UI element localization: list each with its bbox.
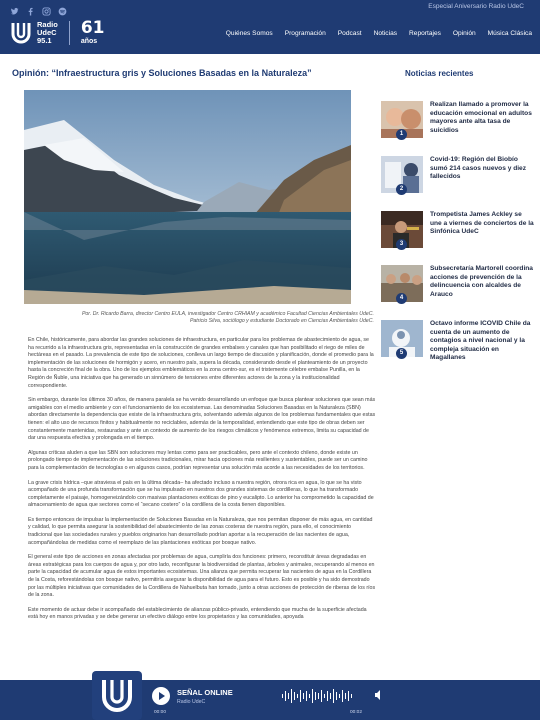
top-bar — [0, 0, 540, 16]
article-paragraph: Algunas críticas aluden a que las SBN son soluciones muy lentas como para ser practicables, pero ante el contexto chileno, donde existe un prolongado tiempo de implementación de las soluciones tradicionales, mirar hacia opciones más resilientes y sustentables, puede ser un camino para la complementación de tecnologías o en algunos casos, podrían representar una solución más acorde a las necesidades de los territorios. — [28, 449, 368, 471]
article-paragraph: El general este tipo de acciones en zonas afectadas por problemas de agua, cumpliría dos funciones: primero, reconstituir áreas degradadas en áreas estratégicas para los cuerpos de agua y, por otro lado, reconfigurar la biodiversidad de plantas, árboles y animales, recuperando al menos en parte la capacidad de acumular agua de estos importantes ecosistemas. Una alianza que permita recuperar las nacientes de agua en la Cordillera de la Costa, reforestándolas con bosque nativo, permitiría asegurar la disponibilidad de agua para el futuro. Esto es posible y ha sido demostrado por las múltiples iniciativas que comunidades de la Cordillera de Nahuelbuta han tomado, junto a otras acciones de protección de riberas de los ríos de la zona. — [28, 554, 376, 599]
brand-frequency: 95.1 — [37, 36, 52, 45]
article-body — [28, 337, 376, 629]
nav-programacion[interactable]: Programación — [284, 30, 326, 37]
nav-podcast[interactable]: Podcast — [337, 30, 362, 37]
nav-musica-clasica[interactable]: Música Clásica — [487, 30, 532, 37]
news-number-badge: 1 — [396, 129, 407, 140]
player-station: Radio UdeC — [177, 699, 206, 705]
news-title[interactable]: Octavo informe ICOVID Chile da cuenta de un aumento de contagios a nivel nacional y la compleja situación en Magallanes — [430, 320, 531, 362]
player-time-start: 00:00 — [154, 710, 167, 715]
news-title[interactable]: Realizan llamado a promover la educación emocional en adultos mayores ante alta tasa de suicidios — [430, 101, 532, 134]
instagram-icon[interactable] — [42, 3, 51, 12]
radio-udec-logo-icon — [10, 20, 32, 46]
brand-name — [37, 21, 58, 45]
article-hero-image — [24, 90, 351, 304]
anniversary-mark — [81, 20, 105, 46]
special-anniversary-link[interactable]: Especial Aniversario Radio UdeC — [428, 3, 524, 10]
image-caption — [24, 311, 374, 325]
news-title[interactable]: Covid-19: Región del Biobío sumó 214 casos nuevos y diez fallecidos — [430, 156, 527, 181]
twitter-icon[interactable] — [10, 3, 19, 12]
volume-icon[interactable] — [374, 688, 384, 700]
news-number-badge: 4 — [396, 293, 407, 304]
article-paragraph: Sin embargo, durante los últimos 30 años, de manera paralela se ha venido desarrollando un enfoque que busca plantear soluciones que sean más amigables con el medio ambiente y con el funcionamiento de los ecosistemas. Las denominadas Soluciones Basadas en la Naturaleza (SBN) abordan directamente la dependencia que existe de la infraestructura gris, solventando además algunos de los problemas fundamentales que estas tienen: el alto uso de recursos finitos y habitualmente no reciclables, además de la temporalidad, entendiendo que este tipo de obras deben ser constantemente mantenidas, restauradas y ante un contexto de aumento de los riesgos climáticos y fenómenos extremos, limita su capacidad de dar una respuesta efectiva y prolongada en el tiempo. — [28, 397, 376, 442]
news-number-badge: 5 — [396, 348, 407, 359]
nav-noticias[interactable]: Noticias — [373, 30, 398, 37]
site-logo[interactable] — [10, 20, 105, 46]
logo-divider — [69, 21, 70, 45]
brand-name-line1: Radio — [37, 20, 58, 29]
article-title: Opinión: “Infraestructura gris y Soluciones Basadas en la Naturaleza” — [12, 68, 312, 78]
news-number-badge: 3 — [396, 239, 407, 250]
spotify-icon[interactable] — [58, 3, 67, 12]
article-paragraph: En Chile, históricamente, para abordar las grandes soluciones de infraestructura, en particular para los problemas de abastecimiento de agua, se ha recurrido a la infraestructura gris, representadas en la construcción de grandes embalses y canales que han posibilitado el riego de miles de hectáreas en el pasado. La prevalencia de este tipo de soluciones, conlleva un largo tiempo de discusión y planificación, donde el promedio para la implementación de las soluciones de hormigón y acero, en nuestro país, supera la década, considerando desde el planteamiento de un proyecto hasta la concreción final de la obra. Uno de los ejemplos emblemáticos en la zona centro-sur, es el tristemente célebre embalse Punilla, en la Región de Ñuble, una iniciativa que ha generado un sinnúmero de tensiones entre diferentes actores de la zona y la institucionalidad correspondiente. — [28, 337, 374, 389]
news-title[interactable]: Subsecretaría Martorell coordina acciones de prevención de la delincuencia con alcaldes de Arauco — [430, 265, 533, 298]
caption-line-2: Patricio Silva, sociólogo y estudiante Doctorado en Ciencias Ambientales UdeC. — [189, 318, 374, 324]
article-paragraph: Es tiempo entonces de impulsar la implementación de Soluciones Basadas en la Naturaleza, que nos permitan disponer de más agua, en cantidad y calidad, lo que permita asegurar la sostenibilidad del abastecimiento de las zonas costeras de nuestra región, para ello, el conocimiento tradicional que las sociedades rurales y pueblos originarios han desarrollado podrían aportar a la recuperación de las nacientes de agua, acompañándolas de medidas como el reemplazo de las plantaciones exóticas por bosque nativo. — [28, 516, 373, 546]
player-title: SEÑAL ONLINE — [177, 688, 233, 697]
player-time-end: 00:02 — [350, 710, 363, 715]
brand-name-line2: UdeC — [37, 28, 57, 37]
anniversary-word: años — [80, 38, 98, 45]
article-paragraph: Este momento de actuar debe ir acompañado del establecimiento de alianzas público-privado, entendiendo que mucha de la superficie afectada está hoy en manos privadas y se debe generar un efectivo diálogo entre los propietarios y las comunidades, apoyada — [28, 606, 367, 621]
article-paragraph: La grave crisis hídrica –que atraviesa el país en la última década– ha afectado incluso a nuestra región, otrora rica en agua, lo que se ha visto acompañado de una profunda transformación que se ha impulsado en nuestros dos grandes sistemas de cordilleras, lo que ha transformado completamente el paisaje, homogeneizándolo con masivas plantaciones exóticas de pino y eucalipto. Lo anterior ha comprometido la capacidad de almacenamiento de agua que sectores como el “secano costero” o la cordillera de la costa tienen disponibles. — [28, 479, 374, 509]
news-number-badge: 2 — [396, 184, 407, 195]
facebook-icon[interactable] — [26, 3, 35, 12]
play-icon — [152, 687, 170, 705]
nav-reportajes[interactable]: Reportajes — [409, 30, 441, 37]
play-button[interactable] — [152, 687, 170, 705]
news-title[interactable]: Trompetista James Ackley se une a viernes de conciertos de la Sinfónica UdeC — [430, 211, 534, 236]
anniversary-number: 61 — [80, 18, 105, 38]
audio-waveform[interactable] — [280, 687, 370, 705]
player-station-logo — [92, 671, 142, 720]
recent-news-heading: Noticias recientes — [405, 69, 474, 78]
main-nav — [226, 30, 532, 37]
radio-player-bar — [0, 680, 540, 720]
social-links — [10, 3, 67, 12]
nav-opinion[interactable]: Opinión — [452, 30, 476, 37]
nav-quienes-somos[interactable]: Quiénes Somos — [225, 30, 273, 37]
site-header — [0, 16, 540, 54]
caption-line-1: Por. Dr. Ricardo Barra, director Centro EULA, investigador Centro CRHIAM y académico Facultad Ciencias Ambientales UdeC. — [81, 311, 374, 317]
